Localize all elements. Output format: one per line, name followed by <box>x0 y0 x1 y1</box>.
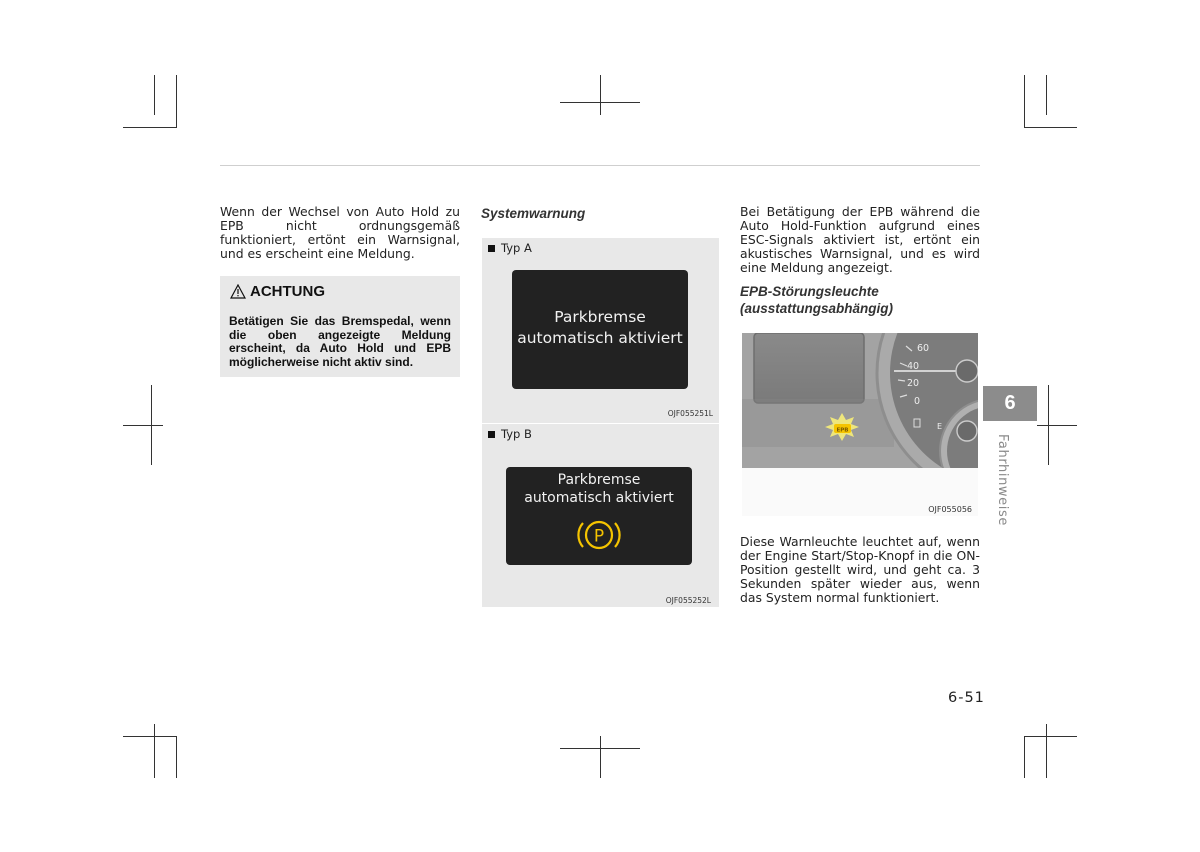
type-b-label-text: Typ B <box>501 427 532 441</box>
epb-lamp-text: EPB <box>836 427 849 434</box>
section-title-epb-lamp-line2: (ausstattungsabhängig) <box>740 301 894 316</box>
instrument-cluster-figure <box>742 333 978 516</box>
type-a-label <box>488 241 532 255</box>
left-intro-text: Wenn der Wechsel von Auto Hold zu EPB nicht ordnungsgemäß funktioniert, ertönt ein Warnsignal, und es erscheint eine Meldung. <box>220 204 460 261</box>
type-a-message-line2: automatisch aktiviert <box>517 329 683 347</box>
lcd-display <box>754 333 864 403</box>
type-b-display <box>506 467 692 565</box>
warning-box <box>220 276 460 377</box>
type-b-figure-code: OJF055252L <box>665 596 711 605</box>
instrument-cluster-illustration <box>742 333 978 516</box>
type-a-display <box>512 270 688 389</box>
right-intro-text: Bei Betätigung der EPB während die Auto Hold-Funktion aufgrund eines ESC-Signals aktiviert ist, ertönt ein akustisches Warnsignal, und es wird eine Meldung angezeigt. <box>740 204 980 275</box>
speed-tick-40: 40 <box>907 361 920 372</box>
type-b-message-line1: Parkbremse <box>557 472 641 488</box>
epb-warning-lamp <box>825 413 859 441</box>
bullet-icon <box>488 431 495 438</box>
fuel-marker-e: E <box>937 422 943 431</box>
type-b-label <box>488 427 532 441</box>
section-title-epb-lamp-line1: EPB-Störungsleuchte <box>740 284 879 299</box>
warning-body: Betätigen Sie das Bremspedal, wenn die oben angezeigte Meldung erscheint, da Auto Hold und EPB möglicherweise nicht aktiv sind. <box>229 314 451 369</box>
parking-brake-icon <box>575 517 623 553</box>
page-number: 6-51 <box>948 690 985 706</box>
speed-tick-60: 60 <box>917 343 930 354</box>
cluster-figure-code: OJF055056 <box>928 505 972 514</box>
chapter-side-label: Fahrhinweise <box>995 434 1010 526</box>
right-body-text: Diese Warnleuchte leuchtet auf, wenn der Engine Start/Stop-Knopf in die ON-Position gestellt wird, und geht ca. 3 Sekunden später wieder aus, wenn das System normal funktioniert. <box>740 534 980 605</box>
type-a-figure-code: OJF055251L <box>667 409 713 418</box>
warning-triangle-icon <box>230 284 246 299</box>
section-title-epb-lamp <box>740 283 893 317</box>
type-b-message-line2: automatisch aktiviert <box>524 490 674 506</box>
chapter-tab: 6 <box>983 386 1037 421</box>
type-a-message-line1: Parkbremse <box>554 308 646 326</box>
speed-tick-20: 20 <box>907 378 920 389</box>
section-title-systemwarnung: Systemwarnung <box>481 206 586 221</box>
parking-brake-letter: P <box>593 526 605 547</box>
bullet-icon <box>488 245 495 252</box>
header-rule <box>220 165 980 166</box>
figure-type-a <box>482 238 719 423</box>
type-a-label-text: Typ A <box>501 241 532 255</box>
speed-tick-0: 0 <box>914 396 921 407</box>
figure-type-b <box>482 424 719 607</box>
warning-title <box>230 283 325 300</box>
warning-title-text: ACHTUNG <box>250 283 325 300</box>
